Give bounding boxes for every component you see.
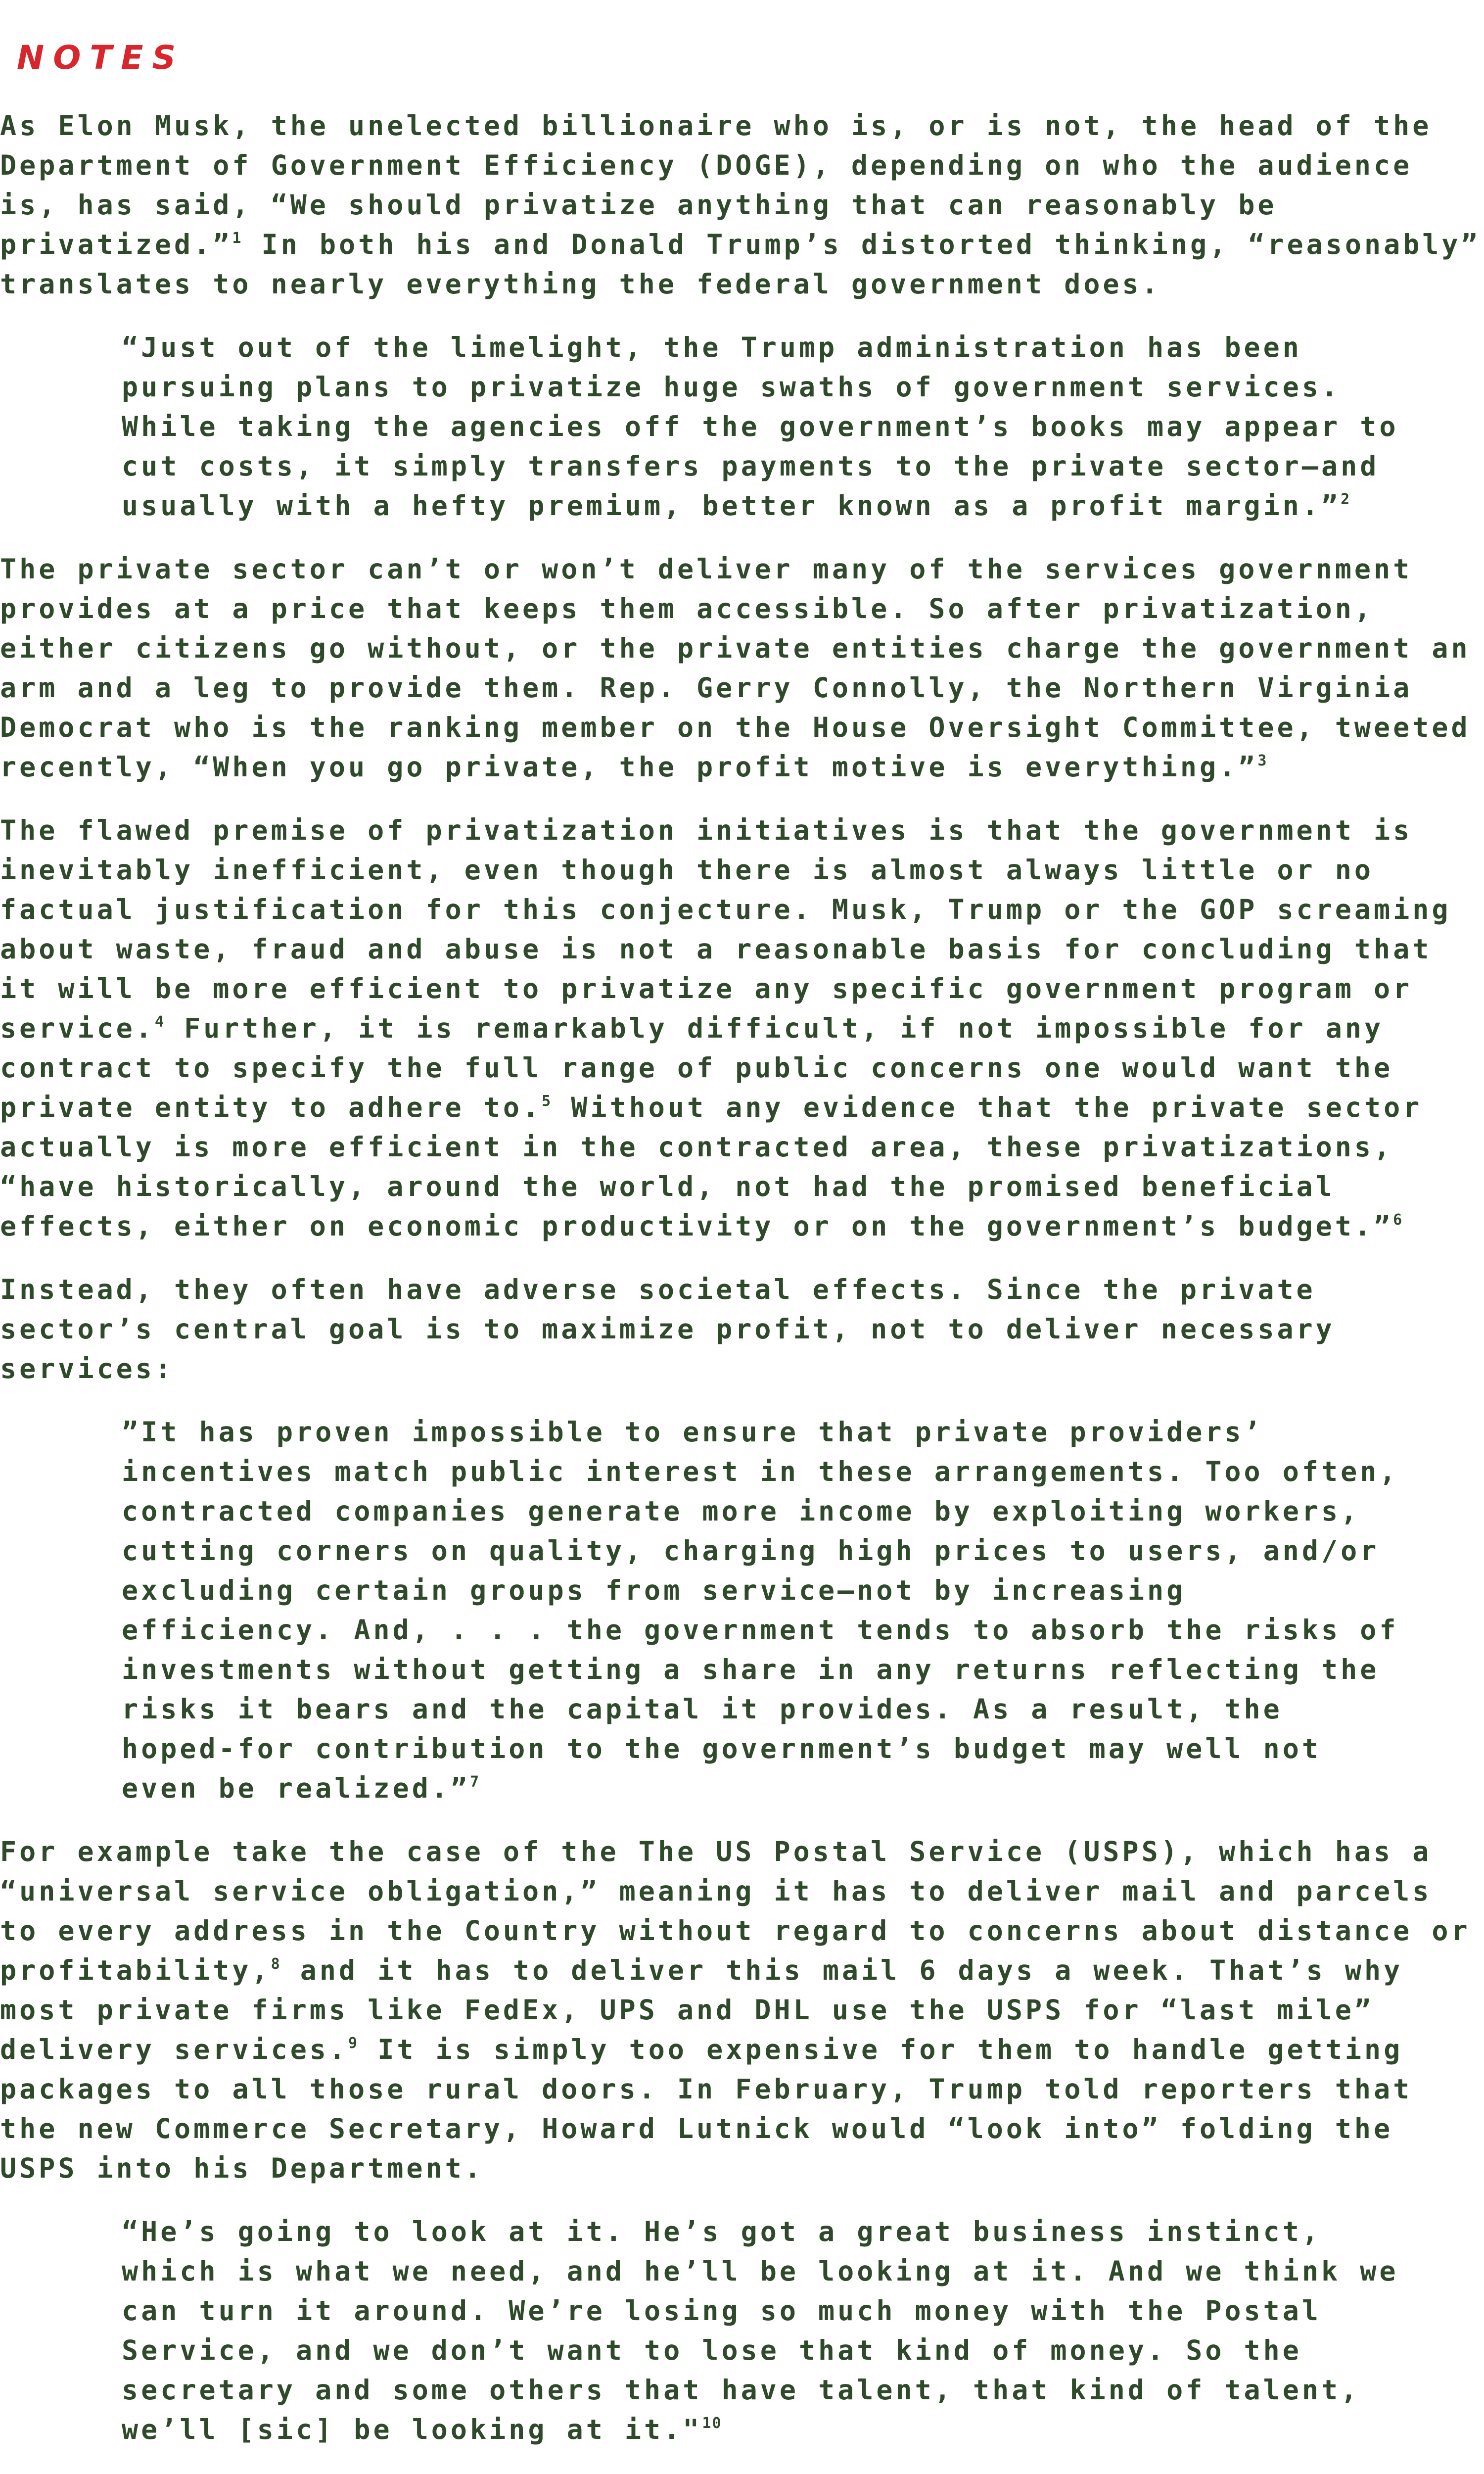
- footnote-ref[interactable]: 6: [1393, 1211, 1403, 1229]
- block-quote-limelight: [122, 328, 1408, 525]
- paragraph-text-continued: It is simply too expensive for them to handle getting packages to all those rural doors. In February, Trump told reporters that the new Commerce Secretary, Howard Lutnick would “look into” folding the USPS into his Department.: [0, 2034, 1413, 2184]
- block-quote-trump-lutnick: [122, 2212, 1408, 2449]
- footnote-ref[interactable]: 1: [232, 230, 242, 247]
- paragraph-text-continued: Without any evidence that the private sector actually is more efficient in the contracted area, these privatizations, “have historically, around the world, not had the promised beneficial effects, either on economic productivity or on the government’s budget.”: [0, 1092, 1423, 1242]
- paragraph-text: Instead, they often have adverse societal effects. Since the private sector’s central goal is to maximize profit, not to deliver necessary services:: [0, 1274, 1335, 1384]
- paragraph-text: The flawed premise of privatization initiatives is that the government is inevitably inefficient, even though there is almost always little or no factual justification for this conjecture. Musk, Trump or the GOP screaming about waste, fraud and abuse is not a reasonable basis for concluding that it will be more efficient to privatize any specific government program or service.: [0, 814, 1451, 1044]
- footnote-ref[interactable]: 7: [470, 1773, 480, 1791]
- paragraph-adverse-effects: [0, 1270, 1484, 1388]
- paragraph-text: For example take the case of the The US Postal Service (USPS), which has a “universal service obligation,” meaning it has to deliver mail and parcels to every address in the Country without regard to concerns about distance or profitability,: [0, 1836, 1471, 1986]
- paragraph-text-continued: In both his and Donald Trump’s distorted thinking, “reasonably” translates to nearly everything the federal government does.: [0, 229, 1481, 300]
- paragraph-usps: [0, 1832, 1484, 2188]
- quote-text: ”It has proven impossible to ensure that private providers’ incentives match public interest in these arrangements. Too often, contracted companies generate more income by exploiting workers, cutting corners on quality, charging high prices to users, and/or excluding certain groups from service—not by increasing efficiency. And, . . . the government tends to absorb the risks of investments without getting a share in any returns reflecting the risks it bears and the capital it provides. As a result, the hoped-for contribution to the government’s budget may well not even be realized.”: [122, 1416, 1399, 1804]
- paragraph-musk-privatize: [0, 106, 1484, 304]
- footnote-ref[interactable]: 2: [1341, 491, 1351, 508]
- footnote-ref[interactable]: 10: [702, 2415, 722, 2432]
- paragraph-text-continued: Further, it is remarkably difficult, if not impossible for any contract to specify the full range of public concerns one would want the private entity to adhere to.: [0, 1012, 1393, 1123]
- footnote-ref[interactable]: 9: [348, 2035, 359, 2052]
- paragraph-private-sector: [0, 549, 1484, 787]
- footnote-ref[interactable]: 8: [271, 1955, 281, 1973]
- footnote-ref[interactable]: 4: [154, 1013, 165, 1031]
- footnote-ref[interactable]: 5: [542, 1093, 552, 1110]
- quote-text: “He’s going to look at it. He’s got a great business instinct, which is what we need, and he’ll be looking at it. And we think we can turn it around. We’re losing so much money with the Postal Service, and we don’t want to lose that kind of money. So the secretary and some others that have talent, that kind of talent, we’ll [sic] be looking at it.": [122, 2216, 1399, 2445]
- block-quote-incentives: [122, 1412, 1408, 1808]
- paragraph-text: As Elon Musk, the unelected billionaire who is, or is not, the head of the Department of Government Efficiency (DOGE), depending on who the audience is, has said, “We should privatize anything that can reasonably be privatized.”: [0, 110, 1432, 260]
- paragraph-text: The private sector can’t or won’t deliver many of the services government provides at a price that keeps them accessible. So after privatization, either citizens go without, or the private entities charge the government an arm and a leg to provide them. Rep. Gerry Connolly, the Northern Virginia Democrat who is the ranking member on the House Oversight Committee, tweeted recently, “When you go private, the profit motive is everything.”: [0, 553, 1471, 783]
- notes-content: [0, 106, 1484, 2474]
- paragraph-flawed-premise: [0, 810, 1484, 1246]
- paragraph-text-continued: and it has to deliver this mail 6 days a week. That’s why most private firms like FedEx, UPS and DHL use the USPS for “last mile” delivery services.: [0, 1954, 1403, 2065]
- quote-text: “Just out of the limelight, the Trump administration has been pursuing plans to privatize huge swaths of government services. While taking the agencies off the government’s books may appear to cut costs, it simply transfers payments to the private sector—and usually with a hefty premium, better known as a profit margin.”: [122, 332, 1399, 522]
- notes-heading: NOTES: [17, 39, 185, 77]
- footnote-ref[interactable]: 3: [1257, 752, 1268, 769]
